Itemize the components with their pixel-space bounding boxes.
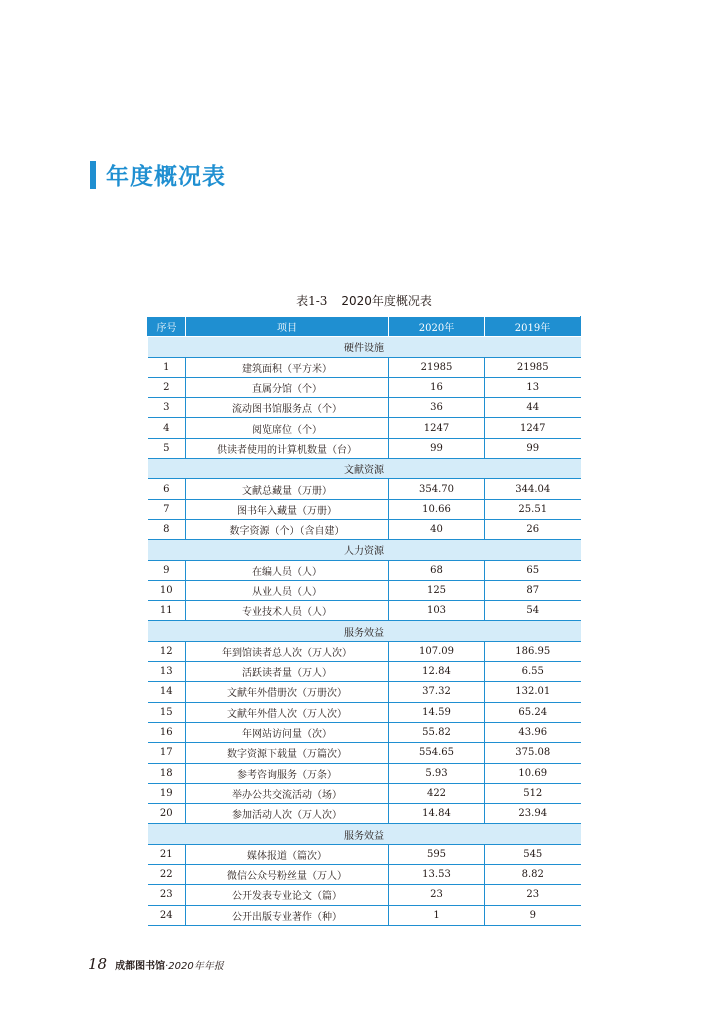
row-item: 文献总藏量（万册） bbox=[186, 479, 389, 499]
row-item: 流动图书馆服务点（个） bbox=[186, 398, 389, 418]
row-value-2020: 354.70 bbox=[389, 479, 485, 499]
group-label: 服务效益 bbox=[148, 621, 581, 641]
row-value-2019: 132.01 bbox=[485, 682, 581, 702]
row-item: 供读者使用的计算机数量（台） bbox=[186, 438, 389, 458]
row-item: 活跃读者量（万人） bbox=[186, 662, 389, 682]
table-row bbox=[148, 905, 581, 925]
row-value-2020: 14.84 bbox=[389, 804, 485, 824]
table-header-row bbox=[148, 317, 581, 337]
row-item: 文献年外借册次（万册次） bbox=[186, 682, 389, 702]
row-value-2019: 25.51 bbox=[485, 499, 581, 519]
row-value-2019: 375.08 bbox=[485, 743, 581, 763]
row-value-2019: 9 bbox=[485, 905, 581, 925]
row-index: 24 bbox=[148, 905, 186, 925]
row-value-2019: 23.94 bbox=[485, 804, 581, 824]
row-index: 9 bbox=[148, 560, 186, 580]
header-year-2020: 2020年 bbox=[389, 317, 485, 337]
table-row bbox=[148, 722, 581, 742]
row-item: 文献年外借人次（万人次） bbox=[186, 702, 389, 722]
row-item: 数字资源（个）（含自建） bbox=[186, 519, 389, 539]
table-row bbox=[148, 601, 581, 621]
header-year-2019: 2019年 bbox=[485, 317, 581, 337]
row-value-2019: 65 bbox=[485, 560, 581, 580]
table-group-row bbox=[148, 337, 581, 357]
table-row bbox=[148, 743, 581, 763]
row-item: 阅览席位（个） bbox=[186, 418, 389, 438]
row-value-2020: 99 bbox=[389, 438, 485, 458]
row-item: 参加活动人次（万人次） bbox=[186, 804, 389, 824]
row-value-2019: 43.96 bbox=[485, 722, 581, 742]
row-index: 4 bbox=[148, 418, 186, 438]
row-value-2020: 21985 bbox=[389, 357, 485, 377]
table-row bbox=[148, 560, 581, 580]
row-value-2020: 12.84 bbox=[389, 662, 485, 682]
row-index: 22 bbox=[148, 865, 186, 885]
row-index: 6 bbox=[148, 479, 186, 499]
row-item: 举办公共交流活动（场） bbox=[186, 783, 389, 803]
row-value-2020: 23 bbox=[389, 885, 485, 905]
row-item: 公开出版专业著作（种） bbox=[186, 905, 389, 925]
row-value-2019: 6.55 bbox=[485, 662, 581, 682]
row-index: 7 bbox=[148, 499, 186, 519]
row-item: 参考咨询服务（万条） bbox=[186, 763, 389, 783]
row-value-2020: 37.32 bbox=[389, 682, 485, 702]
header-item: 项目 bbox=[186, 317, 389, 337]
row-index: 20 bbox=[148, 804, 186, 824]
row-item: 年网站访问量（次） bbox=[186, 722, 389, 742]
row-value-2019: 186.95 bbox=[485, 641, 581, 661]
row-item: 从业人员（人） bbox=[186, 580, 389, 600]
row-value-2019: 13 bbox=[485, 377, 581, 397]
row-index: 23 bbox=[148, 885, 186, 905]
table-row bbox=[148, 865, 581, 885]
row-value-2020: 16 bbox=[389, 377, 485, 397]
row-index: 8 bbox=[148, 519, 186, 539]
group-label: 硬件设施 bbox=[148, 337, 581, 357]
row-index: 5 bbox=[148, 438, 186, 458]
header-index: 序号 bbox=[148, 317, 186, 337]
row-value-2020: 68 bbox=[389, 560, 485, 580]
row-index: 3 bbox=[148, 398, 186, 418]
table-row bbox=[148, 641, 581, 661]
row-index: 13 bbox=[148, 662, 186, 682]
row-value-2019: 10.69 bbox=[485, 763, 581, 783]
row-index: 17 bbox=[148, 743, 186, 763]
footer-subtitle: 2020年年报 bbox=[168, 961, 224, 972]
table-row bbox=[148, 438, 581, 458]
row-value-2019: 8.82 bbox=[485, 865, 581, 885]
row-value-2020: 10.66 bbox=[389, 499, 485, 519]
row-index: 19 bbox=[148, 783, 186, 803]
row-index: 10 bbox=[148, 580, 186, 600]
row-value-2019: 512 bbox=[485, 783, 581, 803]
table-group-row bbox=[148, 824, 581, 844]
table-row bbox=[148, 844, 581, 864]
row-item: 直属分馆（个） bbox=[186, 377, 389, 397]
table-row bbox=[148, 783, 581, 803]
row-value-2019: 26 bbox=[485, 519, 581, 539]
row-index: 2 bbox=[148, 377, 186, 397]
table-row bbox=[148, 357, 581, 377]
row-value-2020: 1247 bbox=[389, 418, 485, 438]
row-index: 11 bbox=[148, 601, 186, 621]
page-footer bbox=[88, 955, 224, 973]
row-value-2019: 1247 bbox=[485, 418, 581, 438]
table-caption-text: 2020年度概况表 bbox=[341, 294, 432, 308]
table-row bbox=[148, 702, 581, 722]
table-group-row bbox=[148, 621, 581, 641]
row-value-2019: 44 bbox=[485, 398, 581, 418]
row-index: 15 bbox=[148, 702, 186, 722]
row-value-2020: 125 bbox=[389, 580, 485, 600]
table-row bbox=[148, 885, 581, 905]
row-value-2019: 23 bbox=[485, 885, 581, 905]
footer-org: 成都图书馆 bbox=[115, 961, 166, 972]
row-index: 16 bbox=[148, 722, 186, 742]
row-value-2019: 87 bbox=[485, 580, 581, 600]
table-row bbox=[148, 804, 581, 824]
table-row bbox=[148, 763, 581, 783]
table-row bbox=[148, 580, 581, 600]
row-value-2020: 103 bbox=[389, 601, 485, 621]
table-body bbox=[148, 337, 581, 926]
row-item: 图书年入藏量（万册） bbox=[186, 499, 389, 519]
row-index: 18 bbox=[148, 763, 186, 783]
row-value-2019: 344.04 bbox=[485, 479, 581, 499]
row-value-2020: 14.59 bbox=[389, 702, 485, 722]
table-row bbox=[148, 519, 581, 539]
row-item: 专业技术人员（人） bbox=[186, 601, 389, 621]
overview-table bbox=[147, 316, 581, 926]
table-row bbox=[148, 398, 581, 418]
row-value-2019: 21985 bbox=[485, 357, 581, 377]
row-value-2020: 40 bbox=[389, 519, 485, 539]
table-row bbox=[148, 499, 581, 519]
row-value-2020: 422 bbox=[389, 783, 485, 803]
row-value-2020: 1 bbox=[389, 905, 485, 925]
row-value-2020: 36 bbox=[389, 398, 485, 418]
row-index: 1 bbox=[148, 357, 186, 377]
row-item: 年到馆读者总人次（万人次） bbox=[186, 641, 389, 661]
row-value-2019: 65.24 bbox=[485, 702, 581, 722]
table-row bbox=[148, 377, 581, 397]
table-row bbox=[148, 682, 581, 702]
page-number: 18 bbox=[88, 955, 108, 973]
table-row bbox=[148, 662, 581, 682]
table-row bbox=[148, 479, 581, 499]
row-index: 14 bbox=[148, 682, 186, 702]
row-item: 公开发表专业论文（篇） bbox=[186, 885, 389, 905]
row-index: 12 bbox=[148, 641, 186, 661]
row-index: 21 bbox=[148, 844, 186, 864]
row-item: 微信公众号粉丝量（万人） bbox=[186, 865, 389, 885]
group-label: 文献资源 bbox=[148, 459, 581, 479]
section-title: 年度概况表 bbox=[106, 164, 226, 190]
row-value-2020: 595 bbox=[389, 844, 485, 864]
group-label: 人力资源 bbox=[148, 540, 581, 560]
group-label: 服务效益 bbox=[148, 824, 581, 844]
table-caption bbox=[0, 292, 728, 309]
row-item: 媒体报道（篇次） bbox=[186, 844, 389, 864]
row-value-2020: 5.93 bbox=[389, 763, 485, 783]
row-item: 数字资源下载量（万篇次） bbox=[186, 743, 389, 763]
row-value-2020: 107.09 bbox=[389, 641, 485, 661]
section-accent-bar bbox=[90, 161, 96, 189]
row-value-2019: 545 bbox=[485, 844, 581, 864]
section-header bbox=[90, 158, 226, 191]
footer-separator: · bbox=[165, 961, 169, 972]
row-value-2020: 13.53 bbox=[389, 865, 485, 885]
table-group-row bbox=[148, 540, 581, 560]
row-value-2020: 554.65 bbox=[389, 743, 485, 763]
table-row bbox=[148, 418, 581, 438]
row-value-2019: 54 bbox=[485, 601, 581, 621]
row-item: 在编人员（人） bbox=[186, 560, 389, 580]
table-group-row bbox=[148, 459, 581, 479]
table-caption-number: 表1-3 bbox=[296, 294, 328, 308]
row-item: 建筑面积（平方米） bbox=[186, 357, 389, 377]
row-value-2020: 55.82 bbox=[389, 722, 485, 742]
row-value-2019: 99 bbox=[485, 438, 581, 458]
